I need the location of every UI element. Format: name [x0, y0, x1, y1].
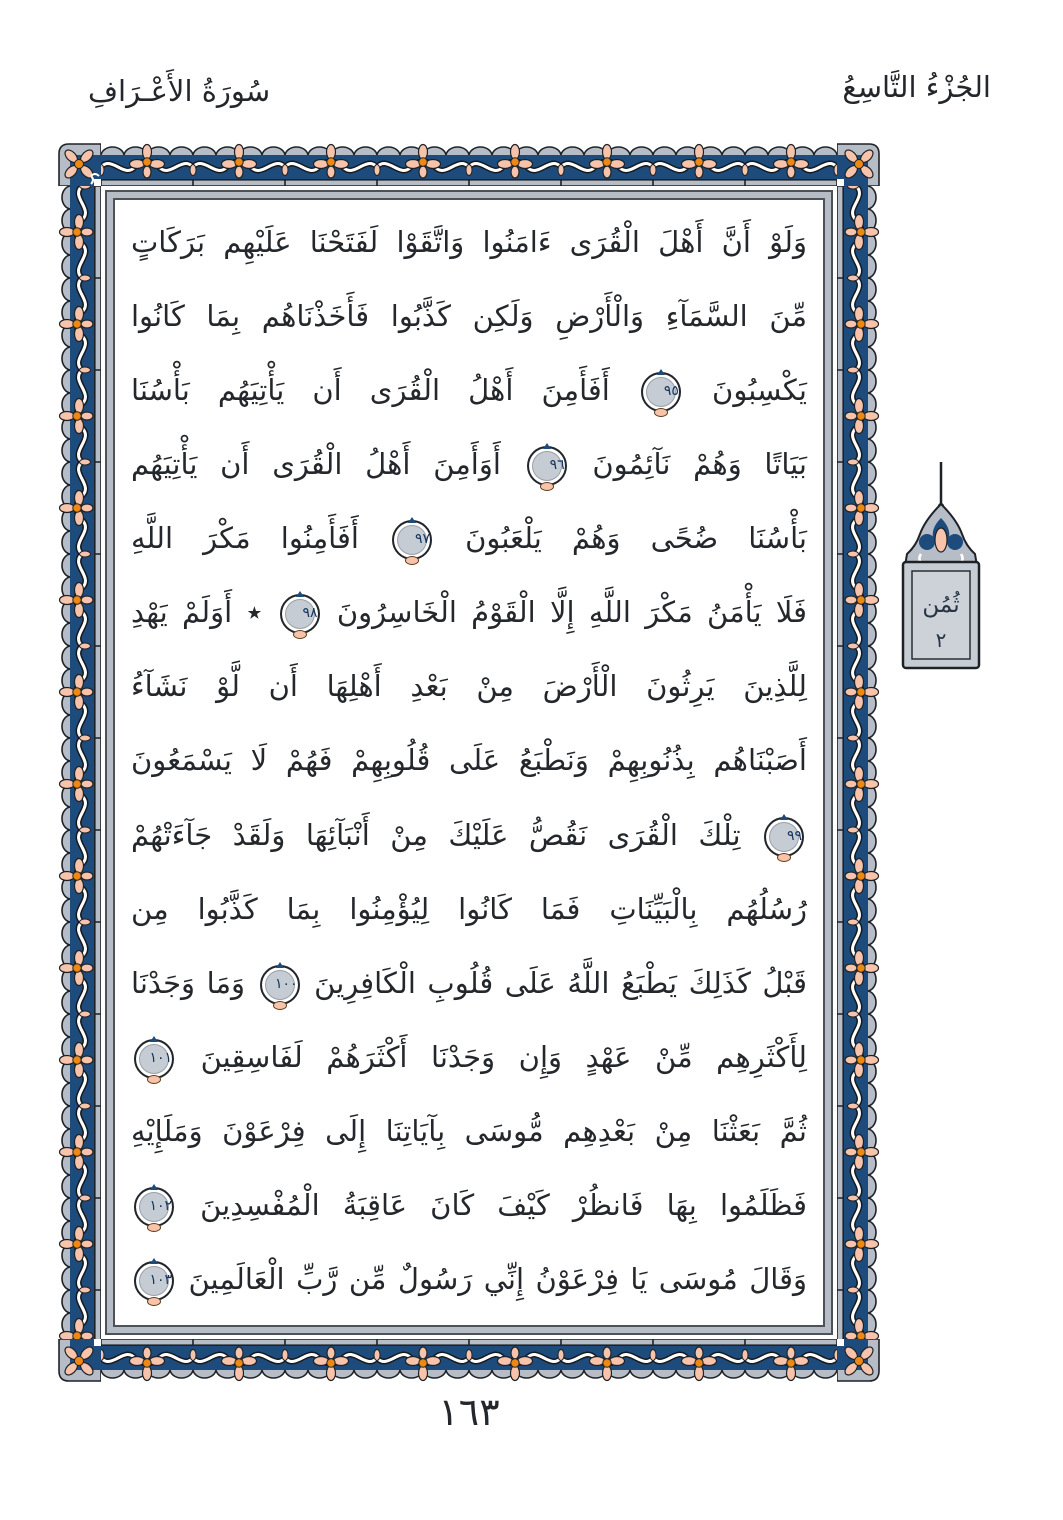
quran-text-segment: بَأْسُنَا ضُحًى وَهُمْ يَلْعَبُونَ — [465, 521, 807, 556]
border-ornament-left — [55, 186, 101, 1339]
verse-number-medallion: ٩٧ — [392, 520, 432, 560]
quran-text-segment: يَكْسِبُونَ — [712, 373, 808, 408]
verse-number-medallion: ١٠١ — [134, 1039, 174, 1079]
quran-line — [131, 873, 807, 945]
quran-line — [131, 1243, 807, 1315]
thumn-number: ٢ — [935, 628, 947, 652]
verse-number-medallion: ٩٥ — [641, 372, 681, 412]
quran-text-segment: فَلَا يَأْمَنُ مَكْرَ اللَّهِ إِلَّا الْقَوْمُ الْخَاسِرُونَ — [336, 595, 808, 630]
thumn-marker — [893, 462, 989, 674]
quran-text-segment: لِلَّذِينَ يَرِثُونَ الْأَرْضَ مِنْ بَعْدِ أَهْلِهَا أَن لَّوْ نَشَآءُ — [131, 669, 807, 704]
quran-line — [131, 502, 807, 574]
quran-text-segment: مِّنَ السَّمَآءِ وَالْأَرْضِ وَلَكِن كَذَّبُوا فَأَخَذْنَاهُم بِمَا كَانُوا — [131, 299, 807, 334]
border-ornament-right — [837, 186, 883, 1339]
quran-text-segment: وَلَوْ أَنَّ أَهْلَ الْقُرَى ءَامَنُوا وَاتَّقَوْا لَفَتَحْنَا عَلَيْهِم بَرَكَاتٍ — [131, 225, 807, 259]
quran-line — [131, 799, 807, 871]
quran-text-segment: أَفَأَمِنَ أَهْلُ الْقُرَى أَن يَأْتِيَهُم بَأْسُنَا — [131, 373, 610, 408]
page-number: ١٦٣ — [438, 1390, 500, 1434]
quran-text-segment: وَقَالَ مُوسَى يَا فِرْعَوْنُ إِنِّي رَسُولٌ مِّن رَّبِّ الْعَالَمِينَ — [188, 1261, 808, 1296]
quran-text-segment: أَفَأَمِنُوا مَكْرَ اللَّهِ — [131, 521, 359, 556]
quran-lines — [115, 200, 823, 1325]
border-ornament-top — [101, 140, 837, 186]
verse-number-medallion: ١٠٣ — [134, 1261, 174, 1301]
juz-title: الجُزْءُ التَّاسِعُ — [842, 70, 991, 104]
verse-number-medallion: ٩٦ — [527, 446, 567, 486]
quran-line — [131, 1021, 807, 1093]
quran-line — [131, 428, 807, 500]
quran-line — [131, 576, 807, 648]
quran-text-segment: بَيَاتًا وَهُمْ نَآئِمُونَ — [592, 447, 807, 482]
border-corner-ornament — [837, 140, 883, 186]
quran-text-segment: رُسُلُهُم بِالْبَيِّنَاتِ فَمَا كَانُوا لِيُؤْمِنُوا بِمَا كَذَّبُوا مِن — [131, 891, 807, 926]
border-corner-ornament — [55, 1339, 101, 1385]
border-corner-ornament — [837, 1339, 883, 1385]
thumn-label: ثُمُن — [922, 592, 960, 618]
quran-line — [131, 280, 807, 352]
quran-line — [131, 1095, 807, 1167]
quran-text-segment: لِأَكْثَرِهِم مِّنْ عَهْدٍ وَإِن وَجَدْنَا أَكْثَرَهُمْ لَفَاسِقِينَ — [200, 1039, 807, 1074]
quran-text-segment: تِلْكَ الْقُرَى نَقُصُّ عَلَيْكَ مِنْ أَنْبَآئِهَا وَلَقَدْ جَآءَتْهُمْ — [131, 817, 741, 852]
quran-line — [131, 1169, 807, 1241]
border-corner-ornament — [55, 140, 101, 186]
quran-line — [131, 650, 807, 722]
quran-text-segment: وَمَا وَجَدْنَا — [131, 965, 245, 1000]
quran-line — [131, 947, 807, 1019]
quran-text-segment: فَظَلَمُوا بِهَا فَانظُرْ كَيْفَ كَانَ عَاقِبَةُ الْمُفْسِدِينَ — [200, 1187, 807, 1222]
quran-line — [131, 354, 807, 426]
verse-number-medallion: ١٠٠ — [260, 965, 300, 1005]
quran-text-segment: قَبْلُ كَذَلِكَ يَطْبَعُ اللَّهُ عَلَى قُلُوبِ الْكَافِرِينَ — [314, 965, 808, 1000]
quran-text-segment: أَوَأَمِنَ أَهْلُ الْقُرَى أَن يَأْتِيَهُم — [131, 447, 501, 482]
quran-text-segment: أَصَبْنَاهُم بِذُنُوبِهِمْ وَنَطْبَعُ عَلَى قُلُوبِهِمْ فَهُمْ لَا يَسْمَعُونَ — [131, 743, 807, 778]
quran-line — [131, 724, 807, 796]
quran-text-segment: ٭ أَوَلَمْ يَهْدِ — [131, 595, 263, 630]
surah-title: سُورَةُ الأَعْـرَافِ — [88, 74, 271, 108]
verse-number-medallion: ٩٩ — [764, 817, 804, 857]
illuminated-border-frame — [55, 140, 883, 1385]
border-ornament-bottom — [101, 1339, 837, 1385]
verse-number-medallion: ٩٨ — [280, 594, 320, 634]
verse-number-medallion: ١٠٢ — [134, 1187, 174, 1227]
quran-text-segment: ثُمَّ بَعَثْنَا مِنْ بَعْدِهِم مُّوسَى بِآيَاتِنَا إِلَى فِرْعَوْنَ وَمَلَإِيْهِ — [131, 1113, 807, 1148]
quran-line — [131, 206, 807, 278]
